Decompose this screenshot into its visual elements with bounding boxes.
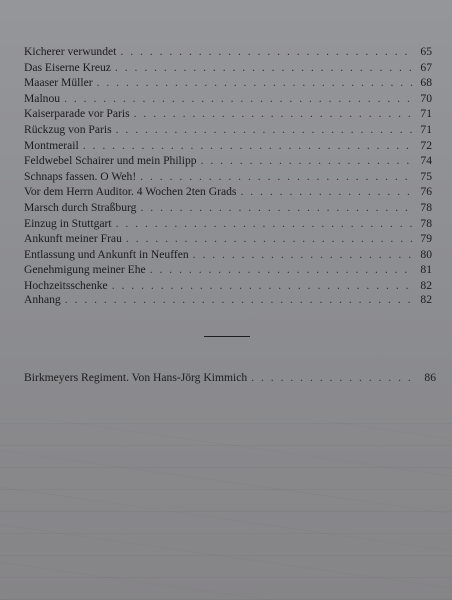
leader-dots xyxy=(116,216,414,232)
toc-entry xyxy=(24,75,432,91)
toc-entry xyxy=(24,184,432,200)
toc-essay xyxy=(24,370,436,386)
leader-dots xyxy=(64,91,414,107)
toc-entry-page: 71 xyxy=(420,122,432,136)
leader-dots xyxy=(240,184,414,200)
toc-entry xyxy=(24,169,432,185)
toc-entry xyxy=(24,153,432,169)
toc-entry-page: 76 xyxy=(420,185,432,199)
show-through-background xyxy=(0,420,452,600)
toc-entry xyxy=(24,122,432,138)
toc-entry-title: Feldwebel Schairer und mein Philipp xyxy=(24,154,197,168)
toc-entry-page: 72 xyxy=(420,138,432,152)
toc-entry-title: Ankunft meiner Frau xyxy=(24,232,122,246)
toc-entry-title: Hochzeitsschenke xyxy=(24,278,108,292)
toc-entry xyxy=(24,216,432,232)
leader-dots xyxy=(251,370,418,386)
leader-dots xyxy=(83,138,414,154)
toc-entry xyxy=(24,247,432,263)
leader-dots xyxy=(201,153,414,169)
toc-entry-title: Genehmigung meiner Ehe xyxy=(24,263,146,277)
toc-entry xyxy=(24,231,432,247)
toc-entry-page: 68 xyxy=(420,76,432,90)
toc-entry-title: Schnaps fassen. O Weh! xyxy=(24,169,137,183)
leader-dots xyxy=(140,169,414,185)
leader-dots xyxy=(193,247,414,263)
toc-entry-page: 82 xyxy=(420,278,432,292)
toc-entry-page: 70 xyxy=(420,91,432,105)
toc-entry-page: 71 xyxy=(420,107,432,121)
leader-dots xyxy=(97,75,414,91)
toc-entry-page: 86 xyxy=(424,371,436,384)
toc-entry-title: Rückzug von Paris xyxy=(24,122,112,136)
toc-entry xyxy=(24,106,432,122)
toc-entry-title: Das Eiserne Kreuz xyxy=(24,60,111,74)
toc-entry-page: 75 xyxy=(420,169,432,183)
leader-dots xyxy=(116,122,414,138)
leader-dots xyxy=(134,106,414,122)
table-of-contents xyxy=(24,44,432,294)
toc-entry-page: 79 xyxy=(420,232,432,246)
toc-entry xyxy=(24,44,432,60)
toc-entry-page: 82 xyxy=(420,293,432,306)
toc-entry-title: Kaiserparade vor Paris xyxy=(24,107,130,121)
toc-entry-title: Entlassung und Ankunft in Neuffen xyxy=(24,247,189,261)
toc-entry xyxy=(24,262,432,278)
toc-entry-title: Birkmeyers Regiment. Von Hans-Jörg Kimmich xyxy=(24,371,248,384)
toc-entry xyxy=(24,60,432,76)
leader-dots xyxy=(65,292,414,308)
toc-appendix xyxy=(24,292,432,308)
toc-entry xyxy=(24,138,432,154)
leader-dots xyxy=(120,44,414,60)
leader-dots xyxy=(126,231,414,247)
toc-entry xyxy=(24,91,432,107)
leader-dots xyxy=(115,60,414,76)
toc-entry-page: 80 xyxy=(420,247,432,261)
toc-entry-title: Anhang xyxy=(24,293,61,306)
toc-entry xyxy=(24,200,432,216)
toc-entry-page: 78 xyxy=(420,216,432,230)
toc-entry-page: 74 xyxy=(420,154,432,168)
toc-entry-title: Vor dem Herrn Auditor. 4 Wochen 2ten Grads xyxy=(24,185,237,199)
toc-entry-page: 78 xyxy=(420,200,432,214)
toc-entry-title: Montmerail xyxy=(24,138,79,152)
toc-entry-title: Maaser Müller xyxy=(24,76,93,90)
toc-entry-appendix xyxy=(24,292,432,308)
toc-entry-title: Malnou xyxy=(24,91,61,105)
leader-dots xyxy=(150,262,414,278)
leader-dots xyxy=(140,200,414,216)
toc-entry-page: 67 xyxy=(420,60,432,74)
toc-entry-essay xyxy=(24,370,436,386)
toc-entry-page: 81 xyxy=(420,263,432,277)
toc-entry-title: Kicherer verwundet xyxy=(24,45,117,58)
toc-entry-page: 65 xyxy=(420,45,432,58)
toc-entry-title: Marsch durch Straßburg xyxy=(24,200,137,214)
toc-entry-title: Einzug in Stuttgart xyxy=(24,216,112,230)
section-divider xyxy=(204,336,250,337)
